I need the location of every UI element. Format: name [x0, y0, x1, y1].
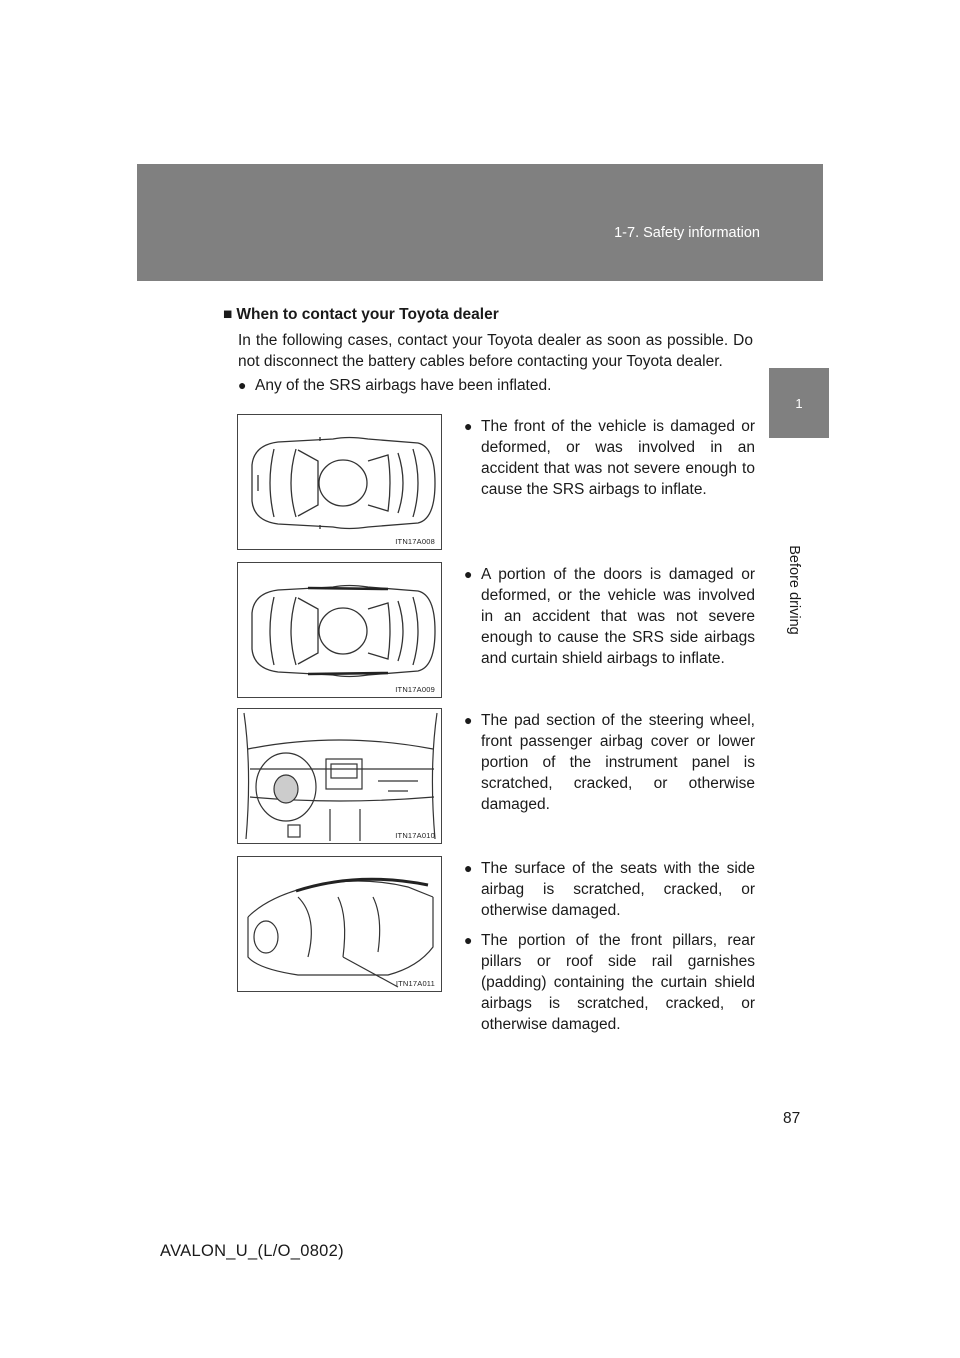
page-number: 87	[783, 1110, 801, 1127]
chapter-title-text: Before driving	[786, 545, 802, 635]
figure-car-top-doors	[237, 562, 442, 698]
chapter-title	[782, 540, 806, 640]
document-code: AVALON_U_(L/O_0802)	[160, 1242, 344, 1260]
bullet-doors-damaged	[464, 564, 755, 669]
bullet-airbags-inflated	[238, 375, 755, 396]
intro-paragraph: In the following cases, contact your Toyota dealer as soon as possible. Do not disconnect the battery cables before contacting your Toyota dealer.	[238, 332, 753, 370]
section-title: 1-7. Safety information	[614, 225, 760, 241]
chapter-number: 1	[795, 396, 803, 411]
heading-text: When to contact your Toyota dealer	[236, 306, 499, 323]
bullet-text: The front of the vehicle is damaged or deformed, or was involved in an accident that was not severe enough to cause the SRS airbags to inflate.	[481, 418, 755, 498]
bullet-icon: ●	[464, 860, 473, 876]
car-top-view-doors-illustration	[238, 563, 443, 699]
bullet-icon: ●	[464, 418, 473, 434]
dashboard-illustration	[238, 709, 443, 845]
interior-cutaway-illustration	[238, 857, 443, 993]
bullet-seats-damaged	[464, 858, 755, 921]
car-top-view-illustration	[238, 415, 443, 551]
figure-code: ITN17A008	[395, 537, 435, 546]
bullet-pillars-damaged	[464, 930, 755, 1035]
bullet-text: The portion of the front pillars, rear pillars or roof side rail garnishes (padding) containing the curtain shield airbags is scratched, cracked, or otherwise damaged.	[481, 932, 755, 1033]
figure-code: ITN17A010	[395, 831, 435, 840]
bullet-text: The pad section of the steering wheel, front passenger airbag cover or lower portion of the instrument panel is scratched, cracked, or otherwise damaged.	[481, 712, 755, 813]
bullet-pad-damaged	[464, 710, 755, 815]
bullet-front-damaged	[464, 416, 755, 500]
bullet-icon: ●	[238, 377, 247, 393]
figure-code: ITN17A011	[395, 979, 435, 988]
heading-marker-icon: ■	[223, 306, 233, 323]
bullet-text: Any of the SRS airbags have been inflated.	[255, 377, 552, 394]
section-heading	[223, 306, 499, 324]
chapter-tab	[769, 368, 829, 438]
figure-code: ITN17A009	[395, 685, 435, 694]
bullet-text: A portion of the doors is damaged or deformed, or the vehicle was involved in an accident that was not severe enough to cause the SRS side airbags and curtain shield airbags to inflate.	[481, 566, 755, 667]
header-band	[137, 164, 823, 281]
figure-car-top-front	[237, 414, 442, 550]
bullet-icon: ●	[464, 712, 473, 728]
bullet-icon: ●	[464, 566, 473, 582]
figure-dashboard	[237, 708, 442, 844]
bullet-icon: ●	[464, 932, 473, 948]
bullet-text: The surface of the seats with the side airbag is scratched, cracked, or otherwise damaged.	[481, 860, 755, 919]
figure-interior-cutaway	[237, 856, 442, 992]
